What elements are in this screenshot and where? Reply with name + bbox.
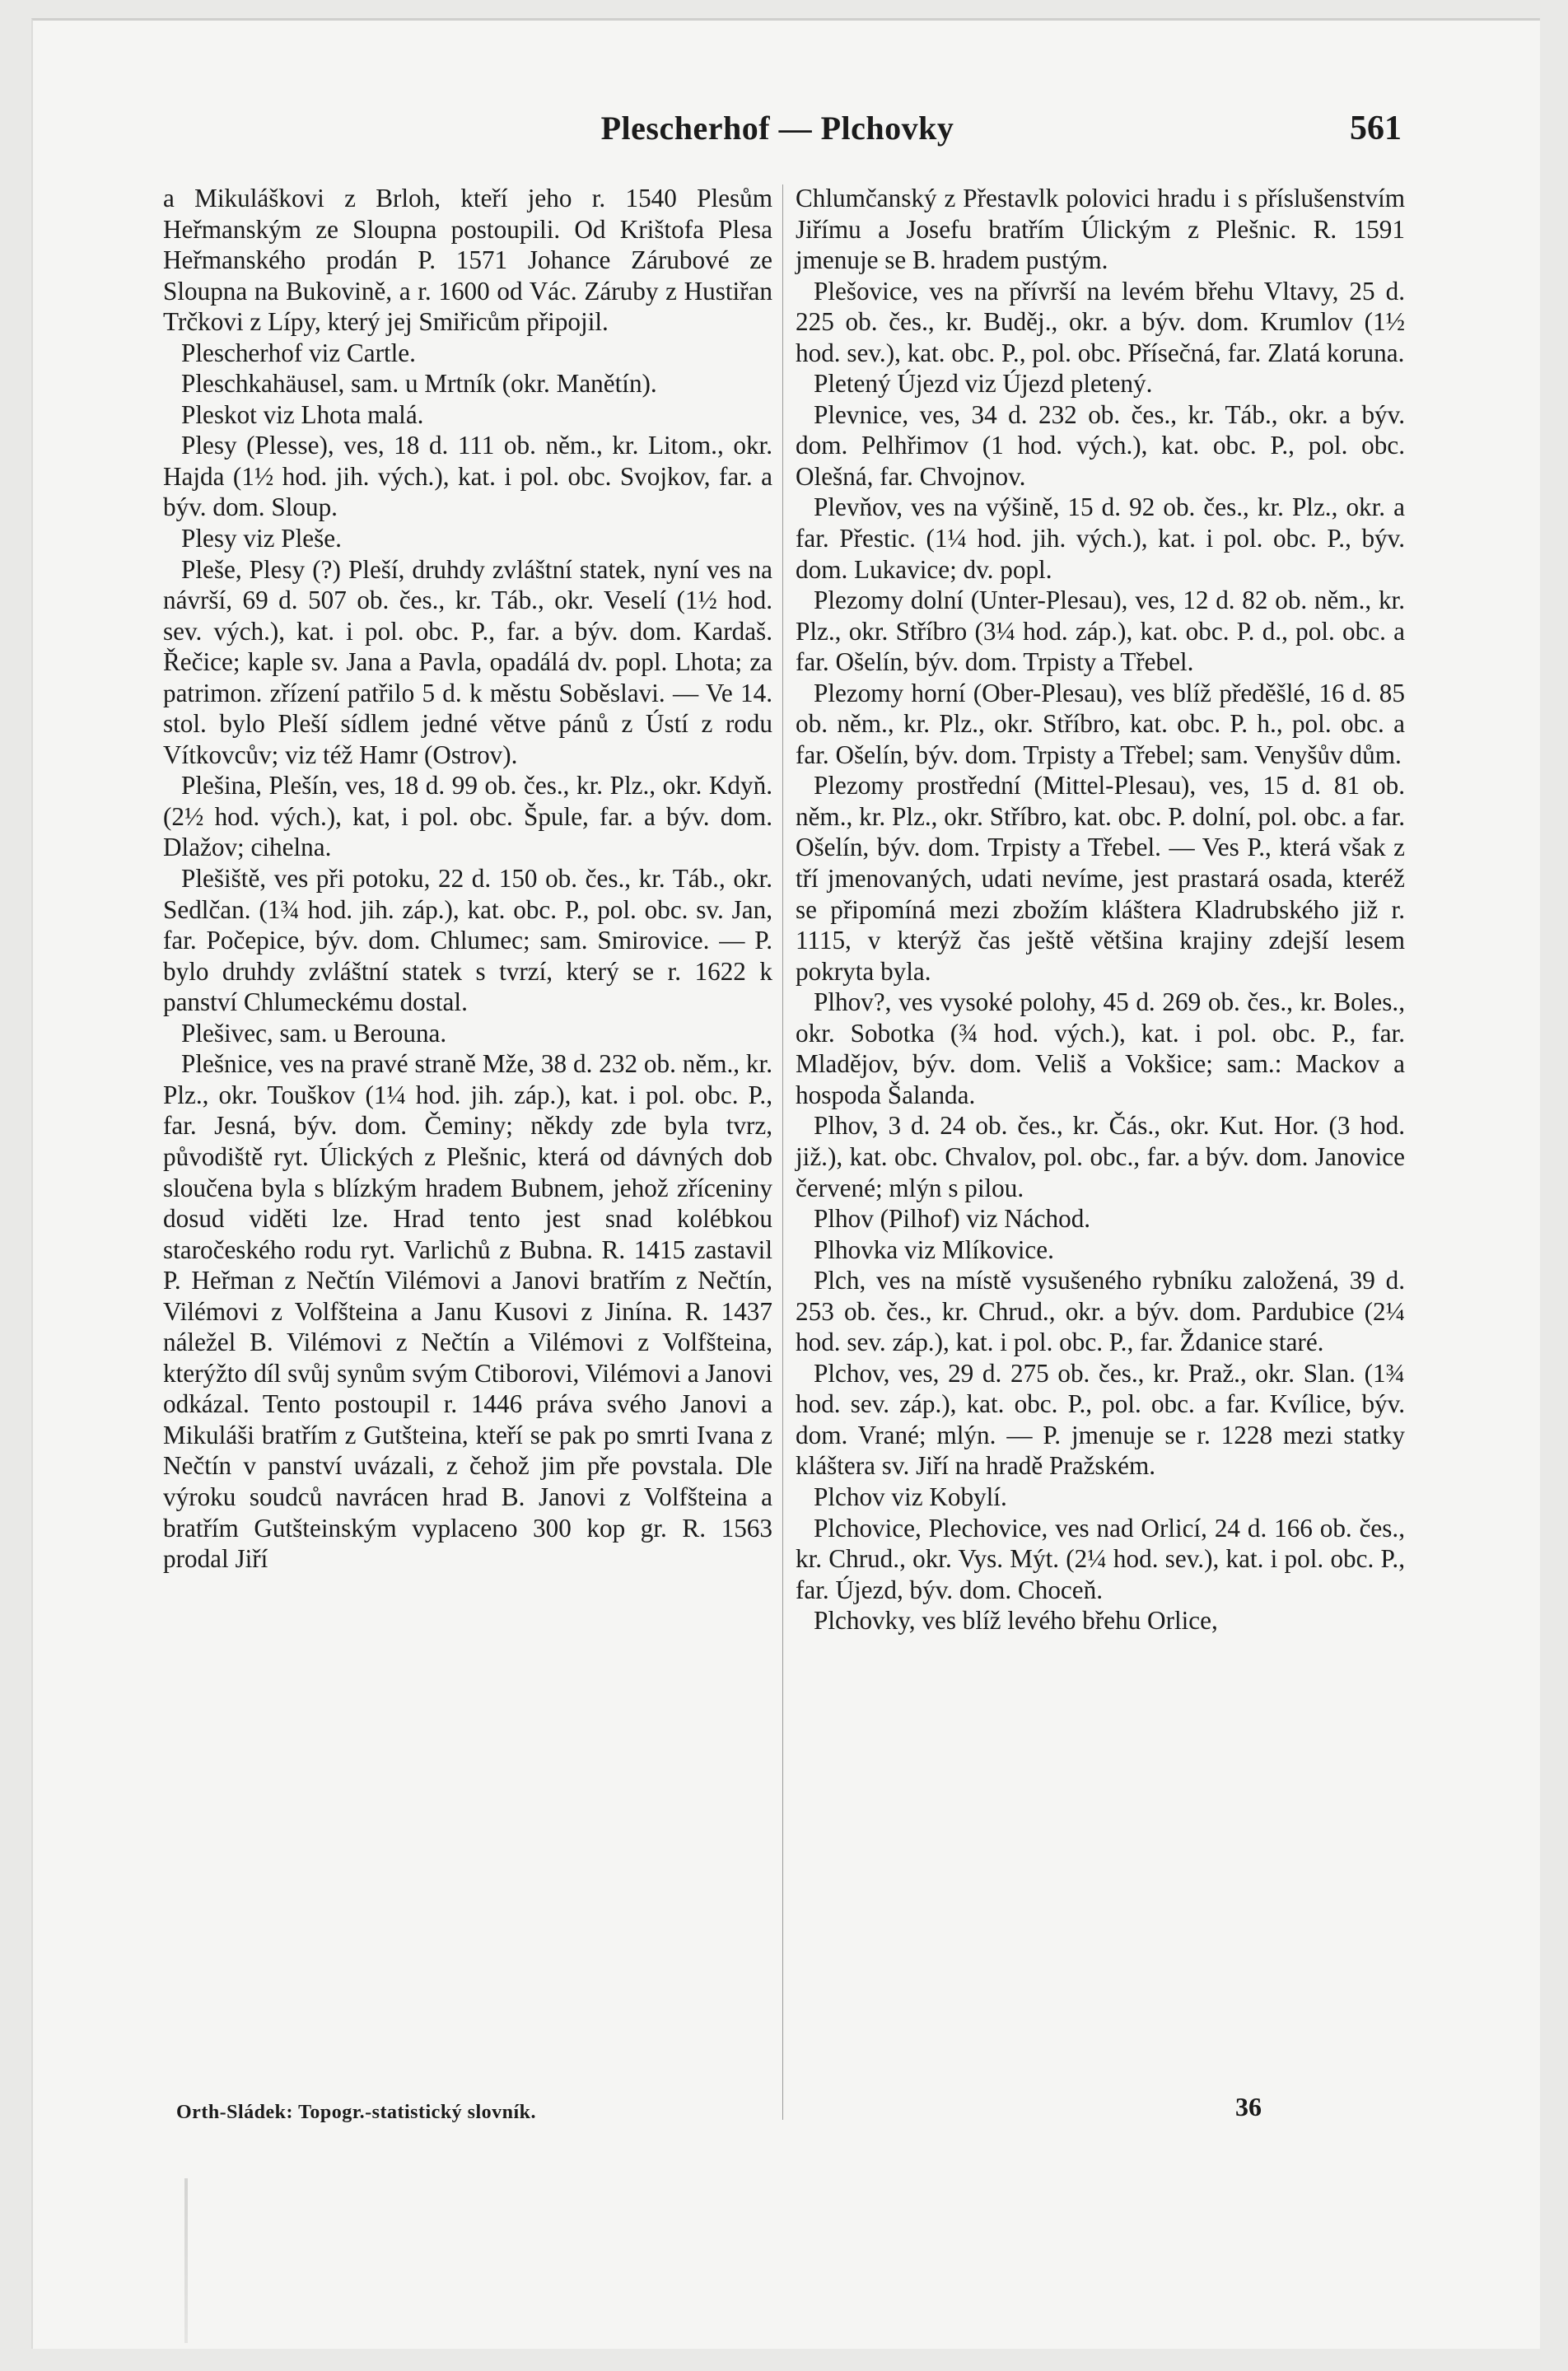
dictionary-entry: Plesy (Plesse), ves, 18 d. 111 ob. něm., kr. Litom., okr. Hajda (1½ hod. jih. vých.), kat. i pol. obc. Svojkov, far. a býv. dom. Sloup. [163, 431, 772, 522]
dictionary-entry: Plezomy horní (Ober-Plesau), ves blíž předěšlé, 16 d. 85 ob. něm., kr. Plz., okr. Stříbro, kat. obc. P. h., pol. obc. a far. Ošelín, býv. dom. Trpisty a Třebel; sam. Venyšův dům. [796, 678, 1405, 769]
dictionary-entry: Plešivec, sam. u Berouna. [181, 1018, 447, 1048]
dictionary-entry: Plešnice, ves na pravé straně Mže, 38 d. 232 ob. něm., kr. Plz., okr. Touškov (1¼ hod. jih. záp.), kat. i pol. obc. P., far. Jesná, býv. dom. Čeminy; někdy zde byla tvrz, původiště ryt. Úlických z Plešnic, která od dávných dob sloučena byla s blízkým hradem Bubnem, jehož zříceniny dosud viděti lze. Hrad tento jest snad kolébkou staročeského rodu ryt. Varlichů z Bubna. R. 1415 zastavil P. Heřman z Nečtín Vilémovi a Janovi bratřím z Nečtín, Vilémovi z Volfšteina a Janu Kusovi z Jinína. R. 1437 náležel B. Vilémovi z Nečtín a Vilémovi z Volfšteina, kterýžto díl svůj synům svým Ctiborovi, Vilémovi a Janovi odkázal. Tento postoupil r. 1446 práva svého Janovi a Mikuláši bratřím z Gutšteina, kteří se pak po smrti Ivana z Nečtín v panství uvázali, z čehož jim pře povstala. Dle výroku soudců navrácen hrad B. Janovi z Volfšteina a bratřím Gutšteinským vyplaceno 300 kop gr. R. 1563 prodal Jiří [163, 1049, 772, 1574]
right-column [796, 183, 1405, 1636]
dictionary-entry: Pletený Újezd viz Újezd pletený. [814, 369, 1153, 399]
dictionary-entry: Plescherhof viz Cartle. [181, 338, 416, 367]
dictionary-entry: Pleschkahäusel, sam. u Mrtník (okr. Manětín). [181, 369, 657, 399]
dictionary-entry: Plchov, ves, 29 d. 275 ob. čes., kr. Praž., okr. Slan. (1¾ hod. sev. záp.), kat. obc. P., pol. obc. a far. Kvílice, býv. dom. Vrané; mlýn. — P. jmenuje se r. 1228 mezi statky kláštera sv. Jiří na hradě Pražském. [796, 1358, 1405, 1481]
dictionary-entry: Plchovky, ves blíž levého břehu Orlice, [814, 1606, 1218, 1636]
dictionary-entry: a Mikuláškovi z Brloh, kteří jeho r. 1540 Plesům Heřmanským ze Sloupna postoupili. Od Krištofa Plesa Heřmanského prodán P. 1571 Johance Zárubové ze Sloupna na Bukovině, a r. 1600 od Vác. Záruby z Hustiřan Trčkovi z Lípy, který jej Smiřicům připojil. [163, 184, 772, 337]
dictionary-entry: Plhovka viz Mlíkovice. [814, 1235, 1054, 1264]
dictionary-entry: Pleše, Plesy (?) Pleší, druhdy zvláštní statek, nyní ves na návrší, 69 d. 507 ob. čes., kr. Táb., okr. Veselí (1½ hod. sev. vých.), kat. i pol. obc. P., far. a býv. dom. Kardaš. Řečice; kaple sv. Jana a Pavla, opadálá dv. popl. Lhota; za patrimon. zřízení patřilo 5 d. k městu Soběslavi. — Ve 14. stol. bylo Pleší sídlem jedné větve pánů z Ústí z rodu Vítkovcův; viz též Hamr (Ostrov). [163, 554, 772, 769]
dictionary-entry: Plchov viz Kobylí. [814, 1482, 1007, 1511]
dictionary-entry: Plesy viz Pleše. [181, 524, 342, 553]
dictionary-entry: Plezomy dolní (Unter-Plesau), ves, 12 d. 82 ob. něm., kr. Plz., okr. Stříbro (3¼ hod. záp.), kat. obc. P. d., pol. obc. a far. Ošelín, býv. dom. Trpisty a Třebel. [796, 586, 1405, 677]
dictionary-entry: Plešiště, ves při potoku, 22 d. 150 ob. čes., kr. Táb., okr. Sedlčan. (1¾ hod. jih. záp.), kat. obc. P., pol. obc. sv. Jan, far. Počepice, býv. dom. Chlumec; sam. Smirovice. — P. bylo druhdy zvláštní statek s tvrzí, který se r. 1622 k panství Chlumeckému dostal. [163, 864, 772, 1017]
dictionary-entry: Plhov (Pilhof) viz Náchod. [814, 1204, 1091, 1234]
dictionary-entry: Plešina, Plešín, ves, 18 d. 99 ob. čes., kr. Plz., okr. Kdyň. (2½ hod. vých.), kat, i pol. obc. Špule, far. a býv. dom. Dlažov; cihelna. [163, 771, 772, 862]
dictionary-entry: Plevňov, ves na výšině, 15 d. 92 ob. čes., kr. Plz., okr. a far. Přestic. (1¼ hod. jih. vých.), kat. i pol. obc. P., býv. dom. Lukavice; dv. popl. [796, 492, 1405, 584]
page-footer [153, 2092, 1402, 2141]
dictionary-entry: Plhov?, ves vysoké polohy, 45 d. 269 ob. čes., kr. Boles., okr. Sobotka (¾ hod. vých.), kat. i pol. obc. P., far. Mladějov, býv. dom. Veliš a Vokšice; sam.: Mackov a hospoda Šalanda. [796, 987, 1405, 1109]
dictionary-entry: Plešovice, ves na přívrší na levém břehu Vltavy, 25 d. 225 ob. čes., kr. Buděj., okr. a býv. dom. Krumlov (1½ hod. sev.), kat. obc. P., pol. obc. Přísečná, far. Zlatá koruna. [796, 276, 1405, 367]
signature-mark: 36 [1235, 2092, 1262, 2121]
running-head: Plescherhof — Plchovky [600, 110, 954, 147]
dictionary-entry: Plevnice, ves, 34 d. 232 ob. čes., kr. Táb., okr. a býv. dom. Pelhřimov (1 hod. vých.), kat. obc. P., pol. obc. Olešná, far. Chvojnov. [796, 399, 1405, 491]
dictionary-entry: Plch, ves na místě vysušeného rybníku založená, 39 d. 253 ob. čes., kr. Chrud., okr. a býv. dom. Pardubice (2¼ hod. sev. záp.), kat. i pol. obc. P., far. Ždanice staré. [796, 1266, 1405, 1357]
page-header [153, 109, 1402, 158]
page-number: 561 [1350, 110, 1402, 147]
dictionary-entry: Plezomy prostřední (Mittel-Plesau), ves, 15 d. 81 ob. něm., kr. Plz., okr. Stříbro, kat. obc. P. dolní, pol. obc. a far. Ošelín, býv. dom. Trpisty a Třebel. — Ves P., která však z tří jmenovaných, udati nevíme, jest prastará osada, kteréž se připomíná mezi zbožím kláštera Kladrubského již r. 1115, v kterýž čas ještě většina krajiny zdejší lesem pokryta byla. [796, 771, 1405, 986]
source-line: Orth-Sládek: Topogr.-statistický slovník. [176, 2102, 537, 2123]
column-divider [782, 184, 783, 2120]
left-column [163, 183, 772, 1575]
dictionary-entry: Plchovice, Plechovice, ves nad Orlicí, 24 d. 166 ob. čes., kr. Chrud., okr. Vys. Mýt. (2¼ hod. sev.), kat. i pol. obc. P., far. Újezd, býv. dom. Choceň. [796, 1513, 1405, 1604]
dictionary-entry: Plhov, 3 d. 24 ob. čes., kr. Čás., okr. Kut. Hor. (3 hod. již.), kat. obc. Chvalov, pol. obc., far. a býv. dom. Janovice červené; mlýn s pilou. [796, 1111, 1405, 1202]
dictionary-entry: Pleskot viz Lhota malá. [181, 399, 424, 429]
dictionary-entry: Chlumčanský z Přestavlk polovici hradu i s příslušenstvím Jiřímu a Josefu bratřím Úlickým z Plešnic. R. 1591 jmenuje se B. hradem pustým. [796, 184, 1405, 275]
page-edge-mark [184, 2178, 188, 2343]
